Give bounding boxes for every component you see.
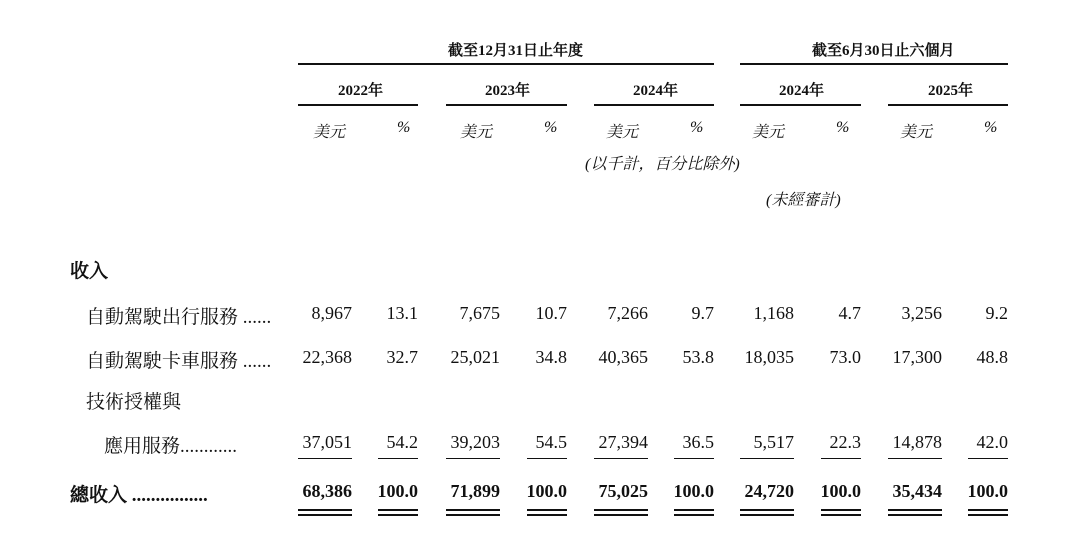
total-double-rule-top xyxy=(888,509,942,511)
unit-percent-2022: % xyxy=(397,119,411,136)
subtotal-rule xyxy=(446,458,500,459)
year-header-2024-interim: 2024年 xyxy=(779,83,825,99)
unit-currency-2023: 美元 xyxy=(460,124,493,141)
cell-licensing-2025i-pct: 42.0 xyxy=(976,432,1008,452)
subtotal-rule xyxy=(594,458,648,459)
cell-robotruck-2025i-usd: 17,300 xyxy=(892,347,942,367)
cell-total-2024-pct: 100.0 xyxy=(673,481,714,501)
year-rule-2024 xyxy=(594,104,714,106)
cell-licensing-2023-pct: 54.5 xyxy=(535,432,567,452)
total-double-rule-bottom xyxy=(378,514,418,516)
total-double-rule-top xyxy=(446,509,500,511)
cell-licensing-2025i-usd: 14,878 xyxy=(892,432,942,452)
total-double-rule-bottom xyxy=(527,514,567,516)
cell-licensing-2024i-pct: 22.3 xyxy=(829,432,861,452)
unit-percent-2024: % xyxy=(690,119,704,136)
subtotal-rule xyxy=(378,458,418,459)
cell-robotaxi-2023-pct: 10.7 xyxy=(535,303,567,323)
cell-total-2024i-pct: 100.0 xyxy=(820,481,861,501)
year-rule-2023 xyxy=(446,104,567,106)
note-unaudited: (未經審計) xyxy=(766,192,841,209)
total-double-rule-bottom xyxy=(968,514,1008,516)
total-double-rule-top xyxy=(378,509,418,511)
unit-currency-2025-interim: 美元 xyxy=(900,124,933,141)
cell-robotruck-2024i-usd: 18,035 xyxy=(744,347,794,367)
period-header-fiscal-year: 截至12月31日止年度 xyxy=(448,43,584,59)
row-label-licensing-line2: 應用服務............ xyxy=(104,436,238,457)
cell-total-2023-usd: 71,899 xyxy=(450,481,500,501)
subtotal-rule xyxy=(740,458,794,459)
cell-total-2022-usd: 68,386 xyxy=(302,481,352,501)
cell-licensing-2023-usd: 39,203 xyxy=(450,432,500,452)
cell-robotaxi-2024i-usd: 1,168 xyxy=(753,303,794,323)
total-double-rule-top xyxy=(674,509,714,511)
cell-robotruck-2023-pct: 34.8 xyxy=(535,347,567,367)
total-double-rule-bottom xyxy=(298,514,352,516)
subtotal-rule xyxy=(821,458,861,459)
subtotal-rule xyxy=(674,458,714,459)
total-double-rule-bottom xyxy=(446,514,500,516)
cell-robotaxi-2023-usd: 7,675 xyxy=(459,303,500,323)
total-double-rule-top xyxy=(594,509,648,511)
cell-total-2023-pct: 100.0 xyxy=(526,481,567,501)
section-title-revenue: 收入 xyxy=(70,261,109,282)
total-double-rule-top xyxy=(968,509,1008,511)
cell-robotaxi-2024-usd: 7,266 xyxy=(607,303,648,323)
total-double-rule-bottom xyxy=(821,514,861,516)
unit-percent-2023: % xyxy=(544,119,558,136)
period-rule-fiscal-year xyxy=(298,63,714,65)
cell-licensing-2022-usd: 37,051 xyxy=(302,432,352,452)
cell-robotruck-2023-usd: 25,021 xyxy=(450,347,500,367)
total-double-rule-bottom xyxy=(594,514,648,516)
unit-percent-2024-interim: % xyxy=(836,119,850,136)
cell-robotaxi-2025i-pct: 9.2 xyxy=(985,303,1008,323)
year-rule-2024-interim xyxy=(740,104,861,106)
subtotal-rule xyxy=(527,458,567,459)
cell-total-2025i-pct: 100.0 xyxy=(967,481,1008,501)
total-double-rule-bottom xyxy=(674,514,714,516)
cell-robotruck-2025i-pct: 48.8 xyxy=(976,347,1008,367)
cell-licensing-2024-pct: 36.5 xyxy=(682,432,714,452)
cell-total-2022-pct: 100.0 xyxy=(377,481,418,501)
note-in-thousands: (以千計，百分比除外) xyxy=(585,156,740,173)
total-double-rule-top xyxy=(740,509,794,511)
total-double-rule-top xyxy=(821,509,861,511)
row-label-robotaxi: 自動駕駛出行服務 ...... xyxy=(86,307,272,328)
year-rule-2022 xyxy=(298,104,418,106)
cell-robotaxi-2022-usd: 8,967 xyxy=(311,303,352,323)
period-header-six-months: 截至6月30日止六個月 xyxy=(812,43,955,59)
unit-currency-2022: 美元 xyxy=(313,124,346,141)
total-double-rule-bottom xyxy=(888,514,942,516)
year-header-2025-interim: 2025年 xyxy=(928,83,974,99)
cell-robotruck-2024i-pct: 73.0 xyxy=(829,347,861,367)
cell-total-2024-usd: 75,025 xyxy=(598,481,648,501)
cell-robotruck-2024-pct: 53.8 xyxy=(682,347,714,367)
cell-robotaxi-2025i-usd: 3,256 xyxy=(901,303,942,323)
subtotal-rule xyxy=(888,458,942,459)
cell-licensing-2024i-usd: 5,517 xyxy=(753,432,794,452)
unit-percent-2025-interim: % xyxy=(984,119,998,136)
cell-total-2025i-usd: 35,434 xyxy=(892,481,942,501)
year-header-2022: 2022年 xyxy=(338,83,384,99)
total-double-rule-top xyxy=(298,509,352,511)
cell-robotruck-2022-usd: 22,368 xyxy=(302,347,352,367)
cell-robotaxi-2022-pct: 13.1 xyxy=(386,303,418,323)
cell-robotaxi-2024i-pct: 4.7 xyxy=(838,303,861,323)
year-rule-2025-interim xyxy=(888,104,1008,106)
row-label-total: 總收入 ................ xyxy=(70,485,208,506)
cell-licensing-2022-pct: 54.2 xyxy=(386,432,418,452)
cell-robotruck-2022-pct: 32.7 xyxy=(386,347,418,367)
year-header-2024: 2024年 xyxy=(633,83,679,99)
cell-robotaxi-2024-pct: 9.7 xyxy=(691,303,714,323)
cell-robotruck-2024-usd: 40,365 xyxy=(598,347,648,367)
year-header-2023: 2023年 xyxy=(485,83,531,99)
total-double-rule-bottom xyxy=(740,514,794,516)
row-label-licensing-line1: 技術授權與 xyxy=(86,392,182,413)
cell-total-2024i-usd: 24,720 xyxy=(744,481,794,501)
subtotal-rule xyxy=(968,458,1008,459)
cell-licensing-2024-usd: 27,394 xyxy=(598,432,648,452)
subtotal-rule xyxy=(298,458,352,459)
row-label-robotruck: 自動駕駛卡車服務 ...... xyxy=(86,351,272,372)
unit-currency-2024-interim: 美元 xyxy=(752,124,785,141)
total-double-rule-top xyxy=(527,509,567,511)
unit-currency-2024: 美元 xyxy=(606,124,639,141)
period-rule-six-months xyxy=(740,63,1008,65)
